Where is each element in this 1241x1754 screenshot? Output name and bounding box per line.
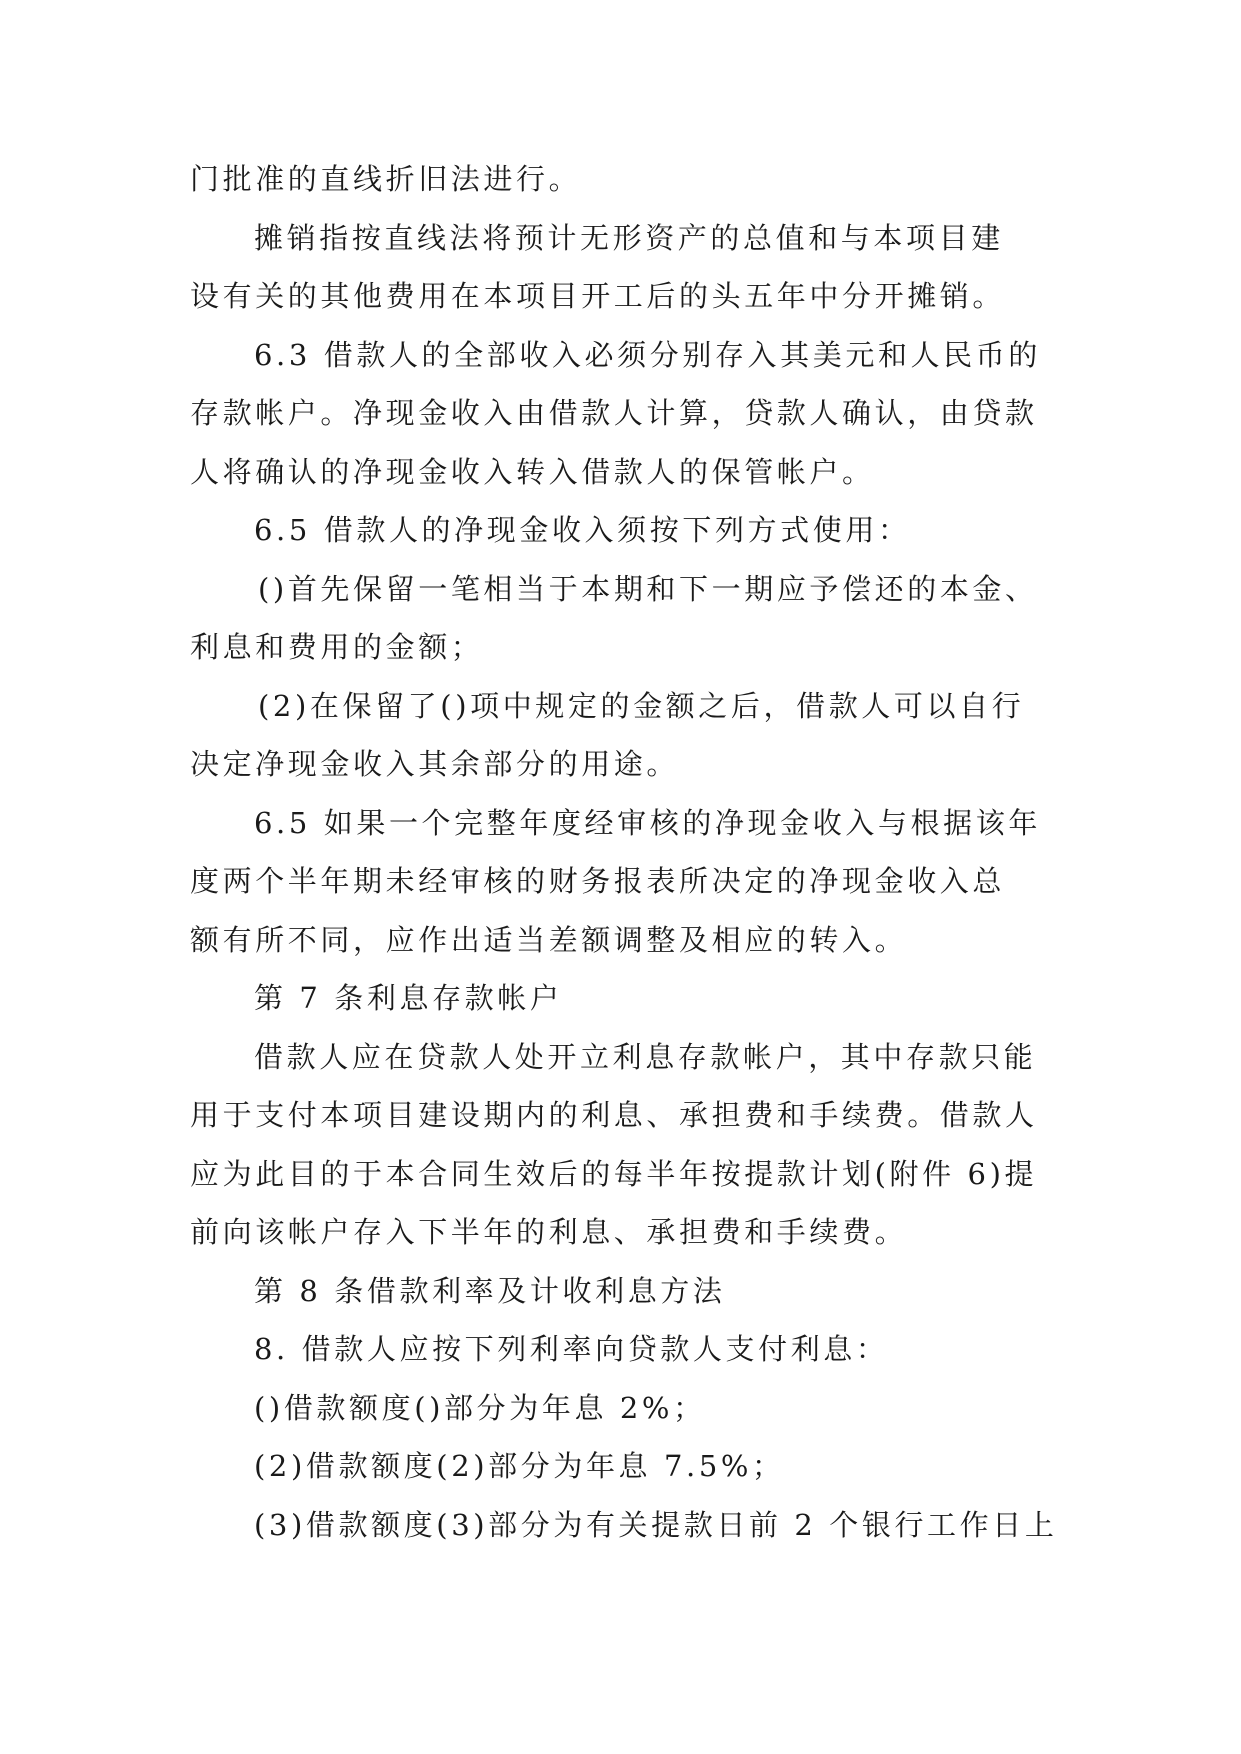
text-line: 前向该帐户存入下半年的利息、承担费和手续费。 (190, 1215, 908, 1249)
text-line: (3)借款额度(3)部分为有关提款日前 2 个银行工作日上 (254, 1507, 1058, 1542)
text-line: (2)在保留了()项中规定的金额之后，借款人可以自行 (258, 688, 1025, 723)
text-line: 应为此目的于本合同生效后的每半年按提款计划(附件 6)提 (190, 1156, 1038, 1191)
text-line: 门批准的直线折旧法进行。 (190, 162, 582, 196)
text-line: ()借款额度()部分为年息 2%； (254, 1390, 706, 1425)
text-line: 利息和费用的金额； (190, 630, 484, 664)
section-heading: 第 7 条利息存款帐户 (254, 981, 563, 1015)
text-line: 人将确认的净现金收入转入借款人的保管帐户。 (190, 454, 875, 489)
text-line: 额有所不同，应作出适当差额调整及相应的转入。 (190, 922, 908, 957)
text-line: 决定净现金收入其余部分的用途。 (190, 747, 680, 781)
section-heading: 第 8 条借款利率及计收利息方法 (254, 1273, 726, 1308)
text-line: 设有关的其他费用在本项目开工后的头五年中分开摊销。 (190, 279, 1006, 313)
text-line: 摊销指按直线法将预计无形资产的总值和与本项目建 (254, 220, 1004, 255)
text-line: 6.5 借款人的净现金收入须按下列方式使用： (254, 513, 911, 547)
text-line: 6.3 借款人的全部收入必须分别存入其美元和人民币的 (254, 337, 1041, 372)
text-line: 借款人应在贷款人处开立利息存款帐户，其中存款只能 (254, 1039, 1037, 1074)
text-line: ()首先保留一笔相当于本期和下一期应予偿还的本金、 (258, 571, 1038, 606)
text-line: 6.5 如果一个完整年度经审核的净现金收入与根据该年 (254, 805, 1041, 840)
text-line: 度两个半年期未经审核的财务报表所决定的净现金收入总 (190, 864, 1006, 898)
text-line: 用于支付本项目建设期内的利息、承担费和手续费。借款人 (190, 1098, 1038, 1132)
text-line: 存款帐户。净现金收入由借款人计算，贷款人确认，由贷款 (190, 396, 1038, 430)
text-line: (2)借款额度(2)部分为年息 7.5%； (254, 1449, 785, 1483)
body-text (190, 150, 1058, 1554)
text-line: 8. 借款人应按下列利率向贷款人支付利息： (254, 1332, 889, 1366)
